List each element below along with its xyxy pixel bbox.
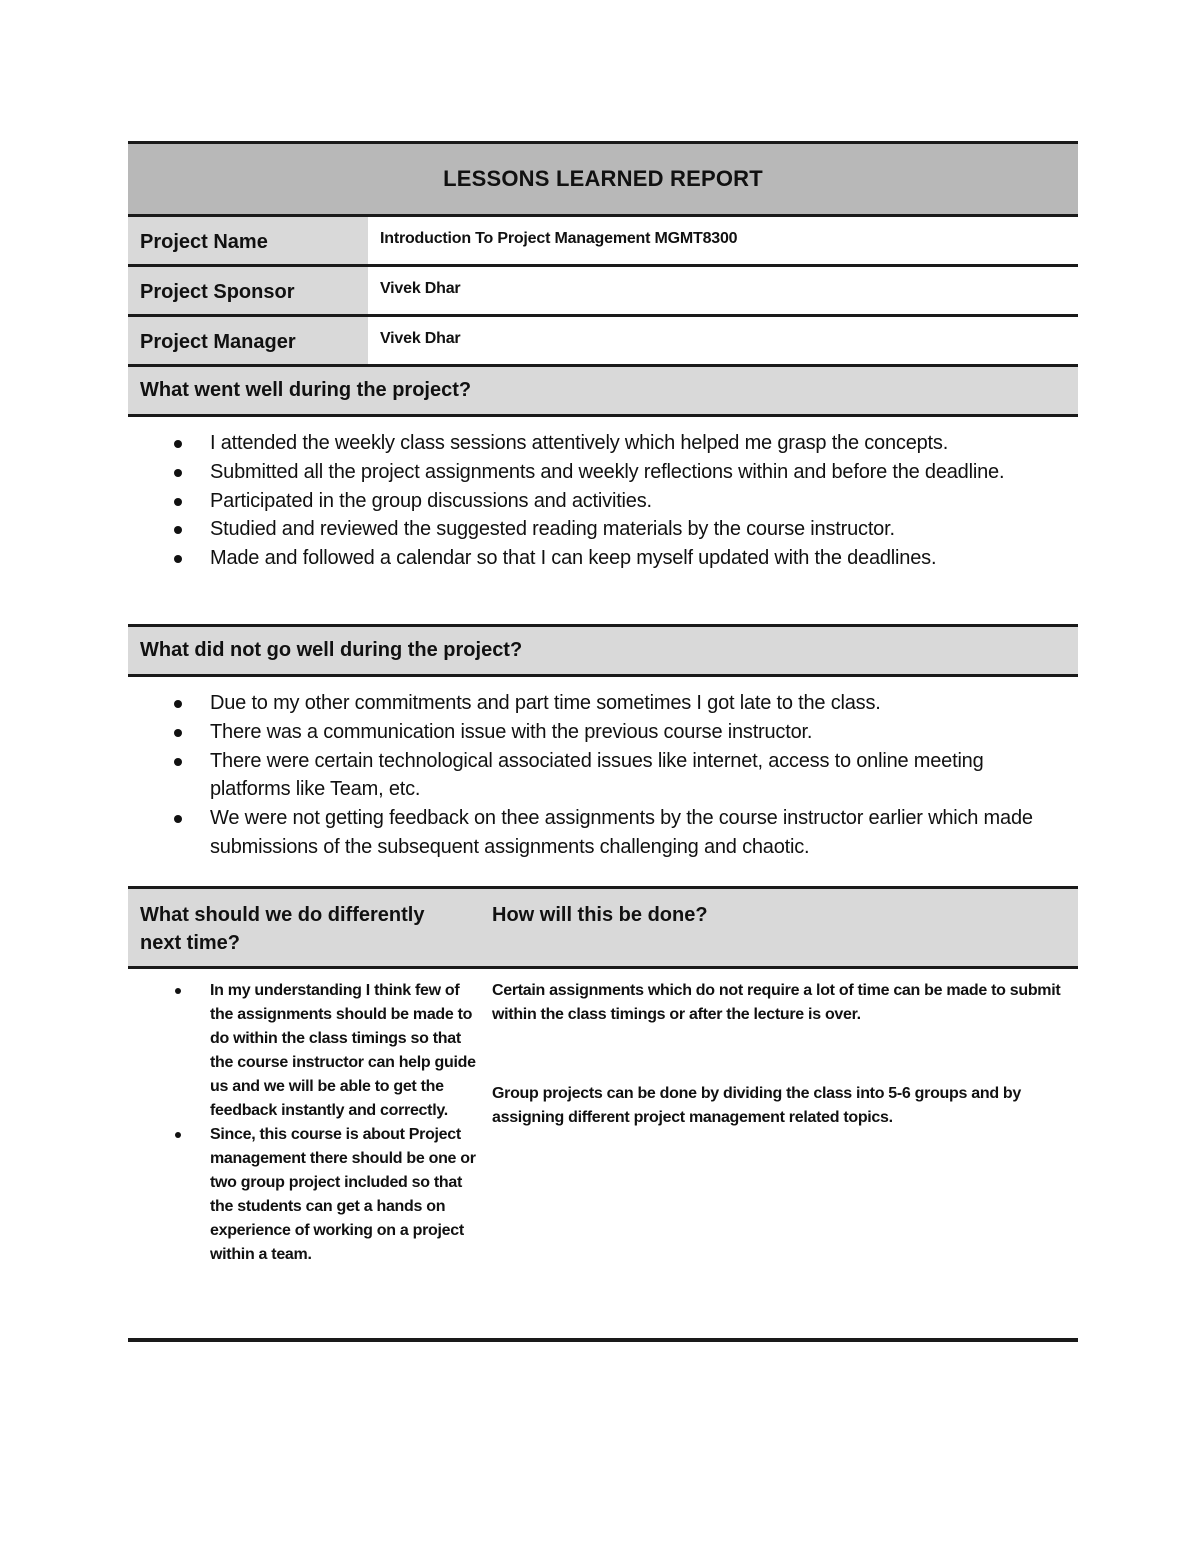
list-item-text: Studied and reviewed the suggested reading materials by the course instructor. [210, 518, 895, 541]
bullet-icon [174, 526, 182, 534]
went-well-list [128, 429, 1078, 573]
list-item-text: There were certain technological associated issues like internet, access to online meeting platforms like Team, etc. [210, 749, 984, 801]
bullet-icon [174, 469, 182, 477]
list-item [128, 747, 1078, 805]
list-item-text: Since, this course is about Project management there should be one or two group project included so that the students can get a hands on experience of working on a project within a team. [210, 1126, 476, 1263]
how-column [492, 969, 1078, 1338]
project-sponsor-value: Vivek Dhar [380, 280, 461, 297]
bullet-icon [174, 498, 182, 506]
list-item [128, 544, 1078, 573]
differently-list [128, 979, 492, 1267]
bullet-icon [174, 729, 182, 737]
not-well-list [128, 689, 1078, 862]
list-item [128, 1123, 492, 1267]
differently-body-row [128, 969, 1078, 1342]
bullet-icon [174, 440, 182, 448]
list-item [128, 689, 1078, 718]
list-item [128, 429, 1078, 458]
how-paragraph: Group projects can be done by dividing the class into 5-6 groups and by assigning different project management related topics. [492, 1085, 1022, 1126]
project-name-row [128, 217, 1078, 267]
project-manager-label: Project Manager [128, 317, 368, 364]
list-item-text: Made and followed a calendar so that I can keep myself updated with the deadlines. [210, 547, 937, 570]
list-item-text: Due to my other commitments and part time sometimes I got late to the class. [210, 692, 881, 714]
list-item-text: I attended the weekly class sessions attentively which helped me grasp the concepts. [210, 432, 949, 454]
how-paragraph: Certain assignments which do not require a lot of time can be made to submit within the class timings or after the lecture is over. [492, 982, 1061, 1023]
report-title: LESSONS LEARNED REPORT [128, 141, 1078, 217]
bullet-icon [174, 758, 182, 766]
list-item [128, 718, 1078, 747]
not-well-section [128, 677, 1078, 886]
project-name-value: Introduction To Project Management MGMT8300 [380, 230, 738, 247]
bullet-icon [174, 815, 182, 823]
list-item [128, 458, 1078, 487]
bullet-icon [174, 555, 182, 563]
how-heading: How will this be done? [492, 904, 708, 926]
list-item [128, 979, 492, 1123]
project-manager-value: Vivek Dhar [380, 330, 461, 347]
went-well-heading: What went well during the project? [128, 367, 1078, 417]
project-sponsor-row [128, 267, 1078, 317]
bullet-icon [174, 700, 182, 708]
differently-heading: What should we do differently next time? [140, 904, 425, 954]
list-item-text: In my understanding I think few of the assignments should be made to do within the class timings so that the course instructor can help guide us and we will be able to get the feedback instantly and correctly. [210, 982, 476, 1119]
list-item [128, 515, 1078, 544]
lessons-learned-report [128, 141, 1078, 1342]
list-item [128, 804, 1078, 862]
differently-header-row [128, 886, 1078, 969]
project-sponsor-label: Project Sponsor [128, 267, 368, 314]
list-item-text: We were not getting feedback on thee assignments by the course instructor earlier which made submissions of the subsequent assignments challenging and chaotic. [210, 807, 1033, 858]
not-well-heading: What did not go well during the project? [128, 624, 1078, 677]
list-item-text: Participated in the group discussions and activities. [210, 489, 652, 512]
bullet-icon [175, 1132, 181, 1138]
project-manager-row [128, 317, 1078, 367]
project-name-label: Project Name [128, 217, 368, 264]
list-item [128, 487, 1078, 516]
bullet-icon [175, 988, 181, 994]
differently-column [128, 969, 492, 1338]
list-item-text: There was a communication issue with the previous course instructor. [210, 720, 813, 743]
list-item-text: Submitted all the project assignments and weekly reflections within and before the deadline. [210, 460, 1005, 483]
went-well-section [128, 417, 1078, 624]
